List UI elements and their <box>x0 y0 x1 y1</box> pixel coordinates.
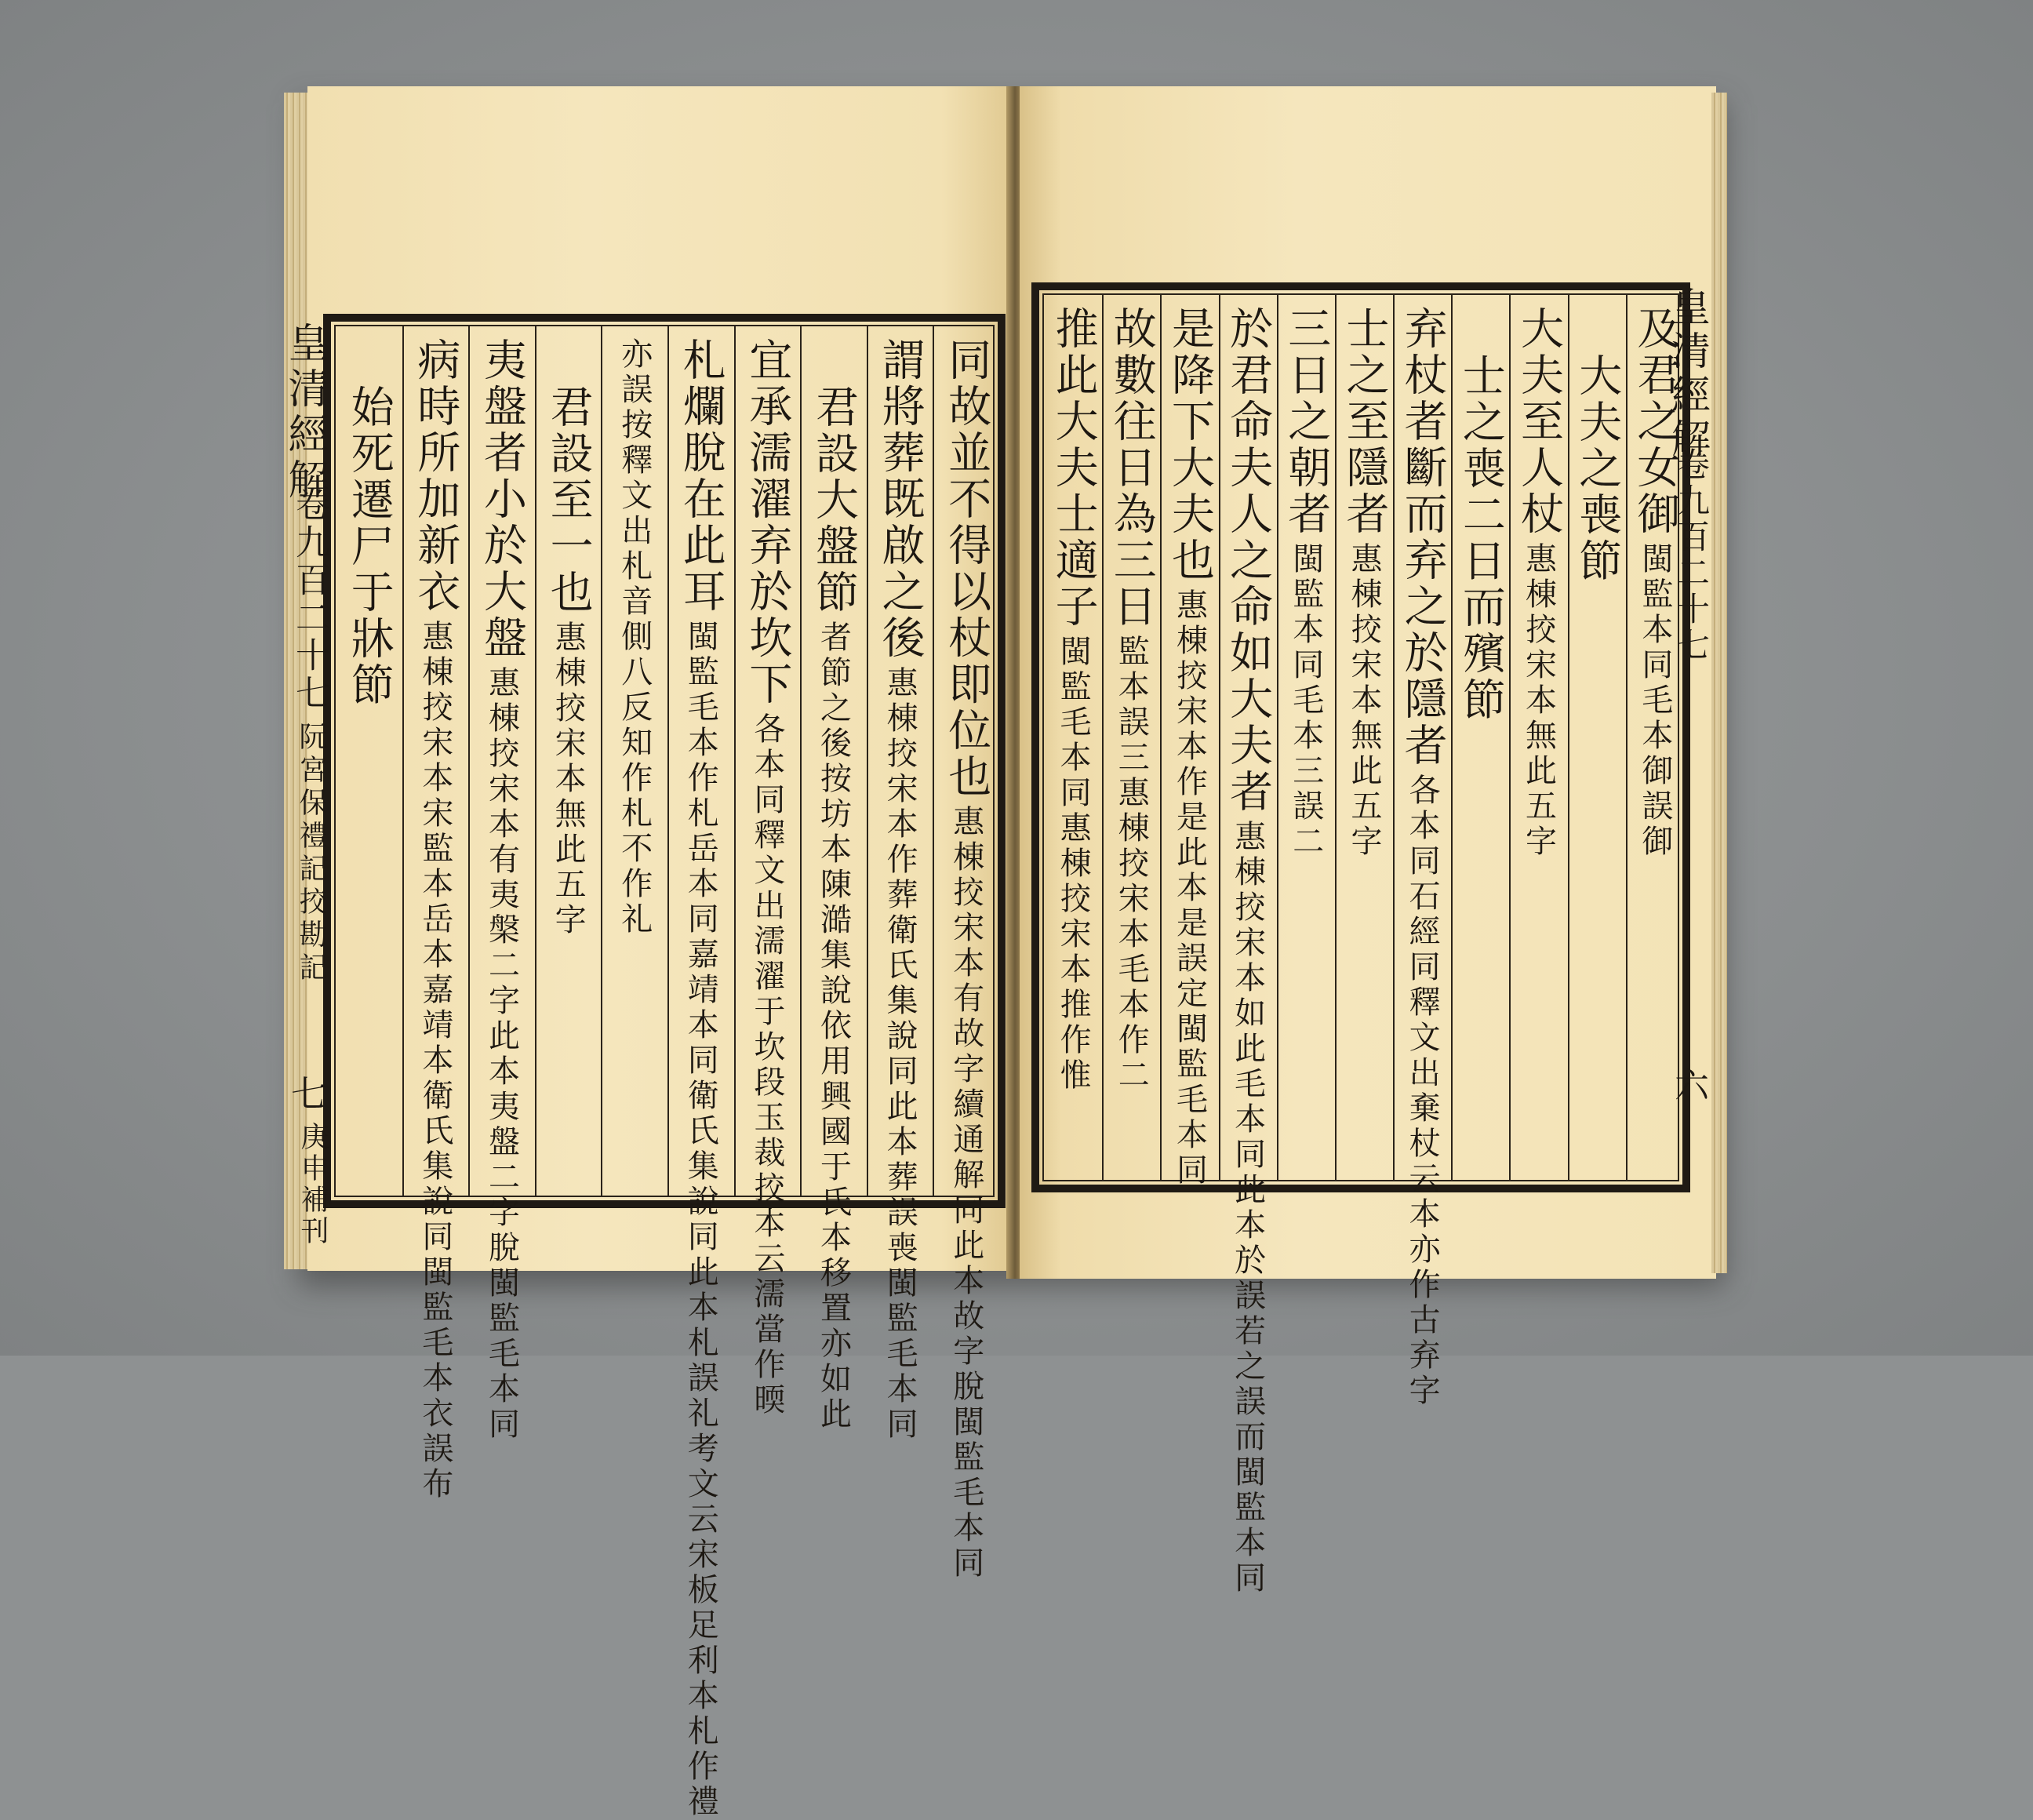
text-column <box>1509 306 1567 1175</box>
annotation-text: 各本同石經同釋文出棄杖云本亦作古弃字 <box>1404 774 1441 1409</box>
text-column <box>1568 306 1626 1175</box>
main-text: 宜承濡濯弃於坎下 <box>742 337 793 708</box>
annotation-text: 閩監本同毛本御誤御 <box>1636 542 1673 860</box>
text-column <box>1160 306 1218 1188</box>
right-page <box>1020 86 1716 1596</box>
right-columns <box>1044 295 1681 1596</box>
main-text: 同故並不得以杖即位也 <box>941 337 992 800</box>
main-text: 君設大盤節 <box>808 384 859 616</box>
annotation-text: 亦誤按釋文出札音側八反知作札不作礼 <box>616 337 653 937</box>
text-column <box>734 337 801 1418</box>
left-page <box>281 86 1012 1820</box>
text-column <box>867 337 933 1443</box>
text-column <box>535 337 602 1191</box>
text-column <box>1335 306 1393 1175</box>
left-reprint-note: 庚申補刊 <box>296 1122 329 1247</box>
annotation-text: 惠棟挍宋本作葬衛氏集說同此本葬誤喪閩監毛本同 <box>882 666 918 1443</box>
annotation-text: 者節之後按坊本陳澔集說依用興國于氏本移置亦如此 <box>815 621 852 1432</box>
main-text: 三日之朝者 <box>1281 306 1332 537</box>
left-margin-note: 阮宮保禮記挍勘記 <box>295 722 327 985</box>
main-text: 是降下大夫也 <box>1164 306 1215 584</box>
text-column <box>933 337 999 1582</box>
annotation-text: 惠棟挍宋本無此五字 <box>550 621 587 938</box>
annotation-text: 惠棟挍宋本作是此本是誤定閩監毛本同 <box>1171 588 1208 1188</box>
right-page-frame <box>1031 282 1690 1596</box>
text-column <box>667 337 734 1820</box>
annotation-text: 惠棟挍宋本無此五字 <box>1345 542 1382 860</box>
annotation-text: 惠棟挍宋本宋監本岳本嘉靖本衛氏集說同閩監毛本衣誤布 <box>416 620 453 1502</box>
annotation-text: 惠棟挍宋本有故字續通解同此本故字脫閩監毛本同 <box>947 805 984 1582</box>
main-text: 士之喪二日而殯節 <box>1455 353 1506 723</box>
annotation-text: 監本誤三惠棟挍宋本毛本作二 <box>1113 635 1150 1094</box>
main-text: 大夫至人杖 <box>1514 306 1565 537</box>
annotation-text: 惠棟挍宋本如此毛本同此本於誤若之誤而閩監本同 <box>1229 820 1266 1596</box>
text-column <box>601 337 667 1191</box>
text-column <box>1219 306 1277 1596</box>
main-text: 士之至隱者 <box>1339 306 1390 537</box>
right-margin-label: 卷九百二十七 <box>1672 447 1711 664</box>
annotation-text: 閩監毛本同惠棟挍宋本推作惟 <box>1055 635 1092 1094</box>
text-column <box>800 337 867 1432</box>
text-column <box>1044 306 1102 1175</box>
main-text: 推此大夫士適子 <box>1048 306 1099 630</box>
text-column <box>1393 306 1451 1409</box>
right-spine-title: 皇清經解 <box>1665 286 1711 462</box>
main-text: 夷盤者小於大盤 <box>476 337 527 661</box>
main-text: 故數往日為三日 <box>1106 306 1157 630</box>
text-column <box>336 337 402 1191</box>
main-text: 病時所加新衣 <box>410 337 461 615</box>
main-text: 謂將葬既啟之後 <box>875 337 926 661</box>
main-text: 始死遷尸于牀節 <box>344 384 395 708</box>
text-column <box>1102 306 1160 1175</box>
main-text: 札爛脫在此耳 <box>675 337 726 615</box>
right-page-edges <box>1711 93 1727 1273</box>
left-columns <box>336 326 993 1820</box>
left-margin-label: 卷九百二十七 <box>289 486 329 712</box>
main-text: 弃杖者斷而弃之於隱者 <box>1397 306 1448 769</box>
left-spine-title: 皇清經解 <box>281 322 328 504</box>
main-text: 大夫之喪節 <box>1572 353 1623 584</box>
annotation-text: 閩監本同毛本三誤二 <box>1287 542 1324 860</box>
main-text: 及君之女御 <box>1630 306 1681 537</box>
main-text: 君設至一也 <box>543 384 594 616</box>
text-column <box>468 337 535 1443</box>
main-text: 於君命夫人之命如大夫者 <box>1223 306 1274 815</box>
annotation-text: 各本同釋文出濡濯于坎段玉裁挍本云濡當作㬉 <box>748 712 785 1418</box>
annotation-text: 閩監毛本作札岳本同嘉靖本同衛氏集說同此本札誤礼考文云宋板足利本札作禮 <box>682 620 719 1820</box>
right-leaf-number: 六 <box>1668 1067 1708 1101</box>
text-column <box>1451 306 1509 1175</box>
text-column <box>1277 306 1335 1175</box>
annotation-text: 惠棟挍宋本有夷槃二字此本夷盤二字脫閩監毛本同 <box>483 666 520 1443</box>
text-column <box>402 337 469 1502</box>
left-leaf-number: 七 <box>285 1075 328 1111</box>
left-page-frame <box>323 314 1006 1820</box>
annotation-text: 惠棟挍宋本無此五字 <box>1520 542 1557 860</box>
